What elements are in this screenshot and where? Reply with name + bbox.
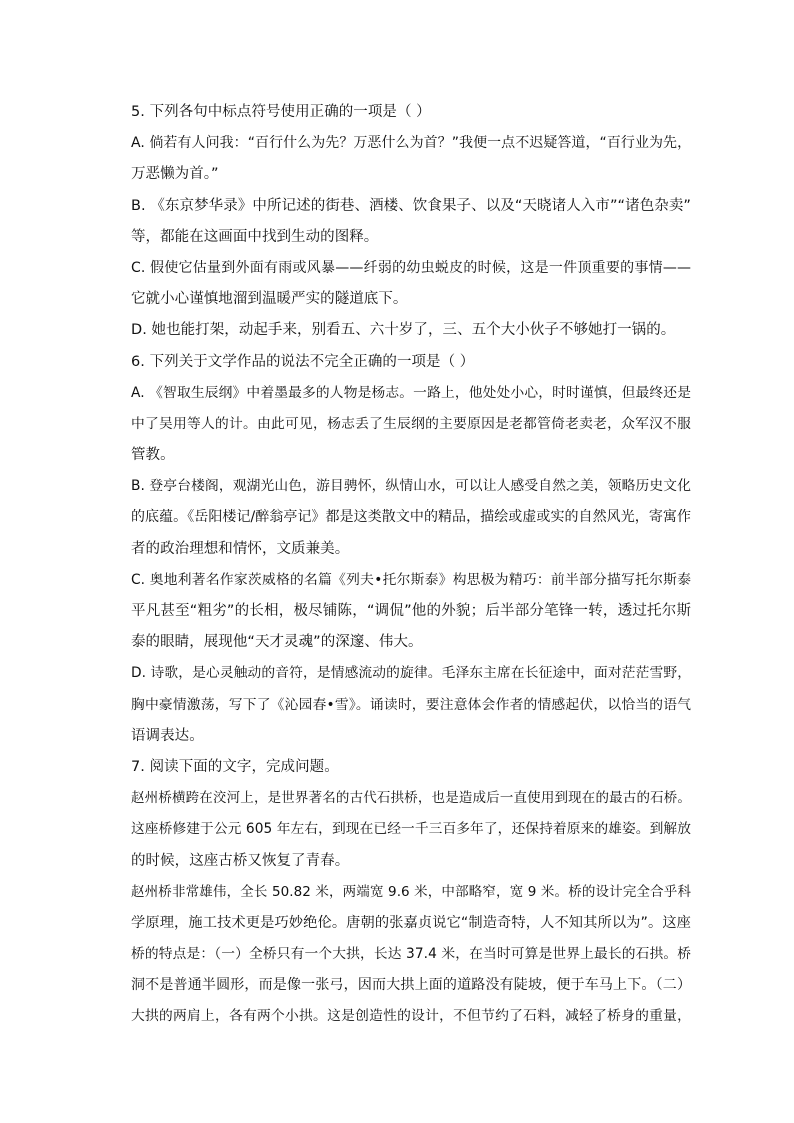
question-6-option-c-line-2: 平凡甚至“粗劣”的长相，极尽铺陈，“调侃”他的外貌；后半部分笔锋一转，透过托尔斯 [131, 603, 691, 619]
question-6-option-b-line-1: B. 登亭台楼阁，观湖光山色，游目骋怀，纵情山水，可以让人感受自然之美，领略历史文化 [131, 478, 691, 495]
document-body [131, 97, 691, 1033]
question-6-option-a-line-2: 中了吴用等人的计。由此可见，杨志丢了生辰纲的主要原因是老都管倚老卖老，众军汉不服 [131, 415, 691, 432]
passage-paragraph-1-line-1: 赵州桥横跨在洨河上，是世界著名的古代石拱桥，也是造成后一直使用到现在的最古的石桥。 [131, 790, 691, 807]
question-6-stem: 6. 下列关于文学作品的说法不完全正确的一项是（ ） [131, 353, 475, 370]
passage-paragraph-1-line-2: 这座桥修建于公元 605 年左右，到现在已经一千三百多年了，还保持着原来的雄姿。到解放 [131, 821, 691, 838]
question-6-option-b-line-3: 者的政治理想和情怀，文质兼美。 [131, 540, 350, 557]
question-6-option-a-line-1: A. 《智取生辰纲》中着墨最多的人物是杨志。一路上，他处处小心，时时谨慎，但最终还是 [131, 384, 691, 401]
passage-paragraph-1-line-3: 的时候，这座古桥又恢复了青春。 [131, 852, 350, 869]
question-5-stem: 5. 下列各句中标点符号使用正确的一项是（ ） [131, 104, 431, 120]
passage-paragraph-2-line-4: 洞不是普通半圆形，而是像一张弓，因而大拱上面的道路没有陡坡，便于车马上下。（二） [131, 977, 691, 994]
question-5-option-c-line-2: 它就小心谨慎地溜到温暖严实的隧道底下。 [131, 291, 408, 308]
question-6-option-d-line-2: 胸中豪情激荡，写下了《沁园春•雪》。诵读时，要注意体会作者的情感起伏，以恰当的语气 [131, 696, 691, 713]
passage-paragraph-2-line-1: 赵州桥非常雄伟，全长 50.82 米，两端宽 9.6 米，中部略窄，宽 9 米。桥的设计完全合乎科 [131, 883, 691, 900]
question-6-option-c-line-3: 泰的眼睛，展现他“天才灵魂”的深邃、伟大。 [131, 634, 423, 651]
question-5-option-c-line-1: C. 假使它估量到外面有雨或风暴——纤弱的幼虫蜕皮的时候，这是一件顶重要的事情—— [131, 259, 691, 276]
question-5-option-a-line-2: 万恶懒为首。” [131, 166, 219, 183]
question-5-option-a-line-1: A. 倘若有人问我：“百行什么为先？万恶什么为首？”我便一点不迟疑答道，“百行业为先， [131, 135, 692, 152]
question-6-option-d-line-1: D. 诗歌，是心灵触动的音符，是情感流动的旋律。毛泽东主席在长征途中，面对茫茫雪野， [131, 665, 691, 682]
question-6-option-a-line-3: 管教。 [131, 447, 175, 464]
question-6-option-b-line-2: 的底蕴。《岳阳楼记/醉翁亭记》都是这类散文中的精品，描绘或虚或实的自然风光，寄寓作 [131, 509, 691, 526]
question-7-stem: 7. 阅读下面的文字，完成问题。 [131, 758, 339, 775]
question-5-option-d: D. 她也能打架，动起手来，别看五、六十岁了，三、五个大小伙子不够她打一锅的。 [131, 322, 676, 339]
question-6-option-c-line-1: C. 奥地利著名作家茨威格的名篇《列夫•托尔斯泰》构思极为精巧：前半部分描写托尔斯泰 [131, 571, 691, 588]
question-5-option-b-line-2: 等，都能在这画面中找到生动的图释。 [131, 228, 379, 245]
question-6-option-d-line-3: 语调表达。 [131, 727, 204, 744]
passage-paragraph-2-line-2: 学原理，施工技术更是巧妙绝伦。唐朝的张嘉贞说它“制造奇特，人不知其所以为”。这座 [131, 914, 691, 931]
passage-paragraph-2-line-5: 大拱的两肩上，各有两个小拱。这是创造性的设计，不但节约了石料，减轻了桥身的重量， [131, 1008, 691, 1025]
question-5-option-b-line-1: B. 《东京梦华录》中所记述的街巷、酒楼、饮食果子、以及“天晓诸人入市”“诸色杂卖” [131, 197, 691, 214]
passage-paragraph-2-line-3: 桥的特点是：（一）全桥只有一个大拱，长达 37.4 米，在当时可算是世界上最长的石拱。桥 [131, 946, 691, 963]
